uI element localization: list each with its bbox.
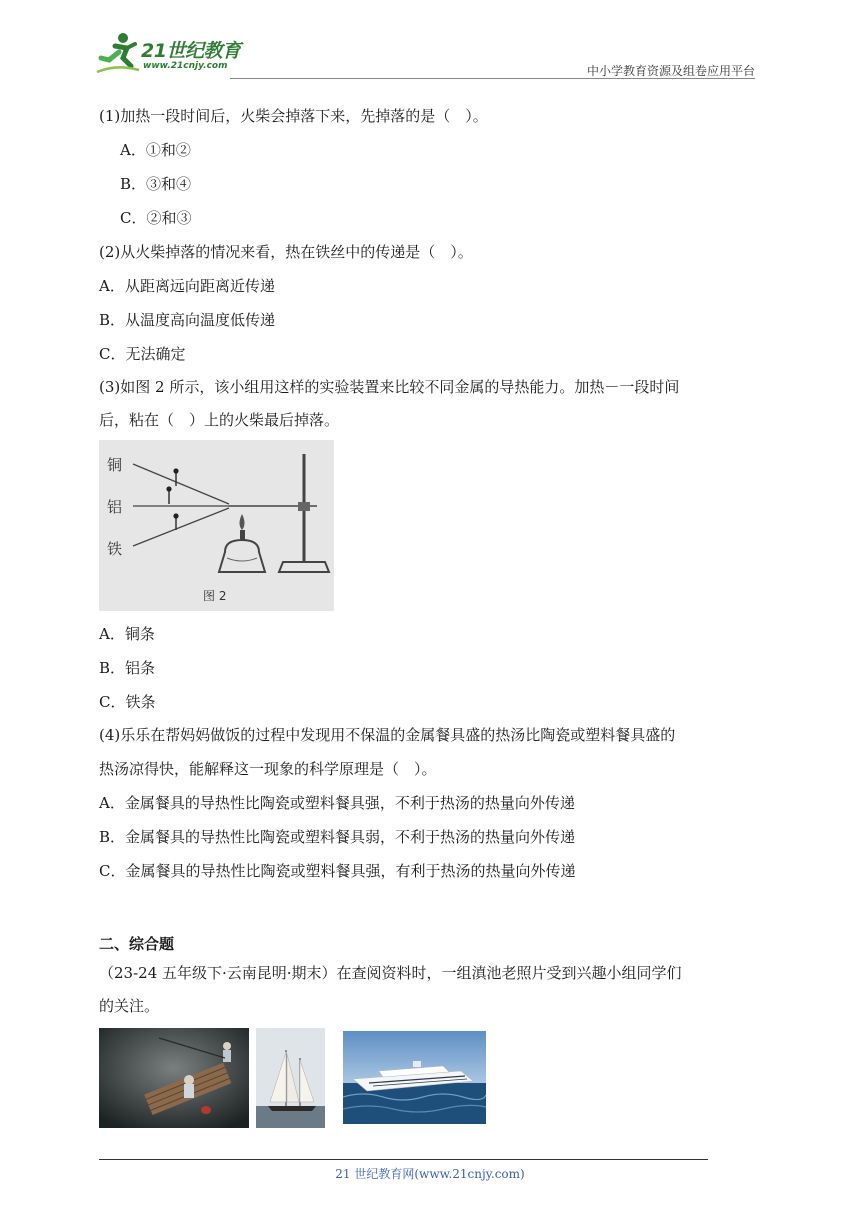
label-copper: 铜 bbox=[107, 456, 123, 474]
section-heading: 二、综合题 bbox=[99, 935, 175, 953]
metal-rods-apparatus-diagram bbox=[99, 440, 334, 611]
q1-option-b: B．③和④ bbox=[120, 175, 192, 193]
q3-option-a: A．铜条 bbox=[99, 625, 155, 643]
q3-stem-line1: (3)如图 2 所示，该小组用这样的实验装置来比较不同金属的导热能力。加热－一段时间 bbox=[99, 378, 680, 396]
q1-option-c: C．②和③ bbox=[120, 209, 192, 227]
q2-option-b: B．从温度高向温度低传递 bbox=[99, 311, 276, 329]
label-aluminum: 铝 bbox=[107, 498, 123, 516]
q1-option-a: A．①和② bbox=[120, 141, 191, 159]
footer-link[interactable]: 21 世纪教育网(www.21cnjy.com) bbox=[335, 1167, 525, 1181]
running-man-icon bbox=[95, 30, 141, 76]
q2-option-c: C．无法确定 bbox=[99, 345, 186, 363]
sailboat-photo bbox=[256, 1028, 325, 1128]
cruise-ship-photo bbox=[343, 1031, 486, 1124]
logo-url: www.21cnjy.com bbox=[143, 61, 228, 71]
page-header bbox=[95, 30, 755, 80]
logo-text: 21世纪教育 bbox=[141, 40, 241, 62]
section-intro-line2: 的关注。 bbox=[99, 997, 160, 1015]
label-iron: 铁 bbox=[107, 540, 123, 558]
bamboo-raft-photo bbox=[99, 1028, 249, 1128]
q4-option-c: C．金属餐具的导热性比陶瓷或塑料餐具强，有利于热汤的热量向外传递 bbox=[99, 862, 576, 880]
q3-option-c: C．铁条 bbox=[99, 693, 156, 711]
q4-option-a: A．金属餐具的导热性比陶瓷或塑料餐具强，不利于热汤的热量向外传递 bbox=[99, 794, 575, 812]
q2-option-a: A．从距离远向距离近传递 bbox=[99, 277, 275, 295]
q2-stem: (2)从火柴掉落的情况来看，热在铁丝中的传递是（ ）。 bbox=[99, 243, 473, 261]
figure-2-experiment bbox=[99, 440, 334, 611]
q4-stem-line2: 热汤凉得快，能解释这一现象的科学原理是（ ）。 bbox=[99, 760, 437, 778]
q1-stem: (1)加热一段时间后，火柴会掉落下来，先掉落的是（ ）。 bbox=[99, 107, 488, 125]
q3-stem-line2: 后，粘在（ ）上的火柴最后掉落。 bbox=[99, 411, 340, 429]
platform-title: 中小学教育资源及组卷应用平台 bbox=[586, 64, 755, 78]
site-logo[interactable] bbox=[95, 30, 265, 78]
q3-option-b: B．铝条 bbox=[99, 659, 156, 677]
q4-stem-line1: (4)乐乐在帮妈妈做饭的过程中发现用不保温的金属餐具盛的热汤比陶瓷或塑料餐具盛的 bbox=[99, 726, 676, 744]
header-divider bbox=[230, 78, 755, 79]
section-intro-line1: （23-24 五年级下·云南昆明·期末）在查阅资料时，一组滇池老照片受到兴趣小组同学们 bbox=[99, 964, 682, 982]
footer-divider bbox=[99, 1159, 708, 1160]
q4-option-b: B．金属餐具的导热性比陶瓷或塑料餐具弱，不利于热汤的热量向外传递 bbox=[99, 828, 576, 846]
figure-caption: 图 2 bbox=[203, 589, 227, 603]
